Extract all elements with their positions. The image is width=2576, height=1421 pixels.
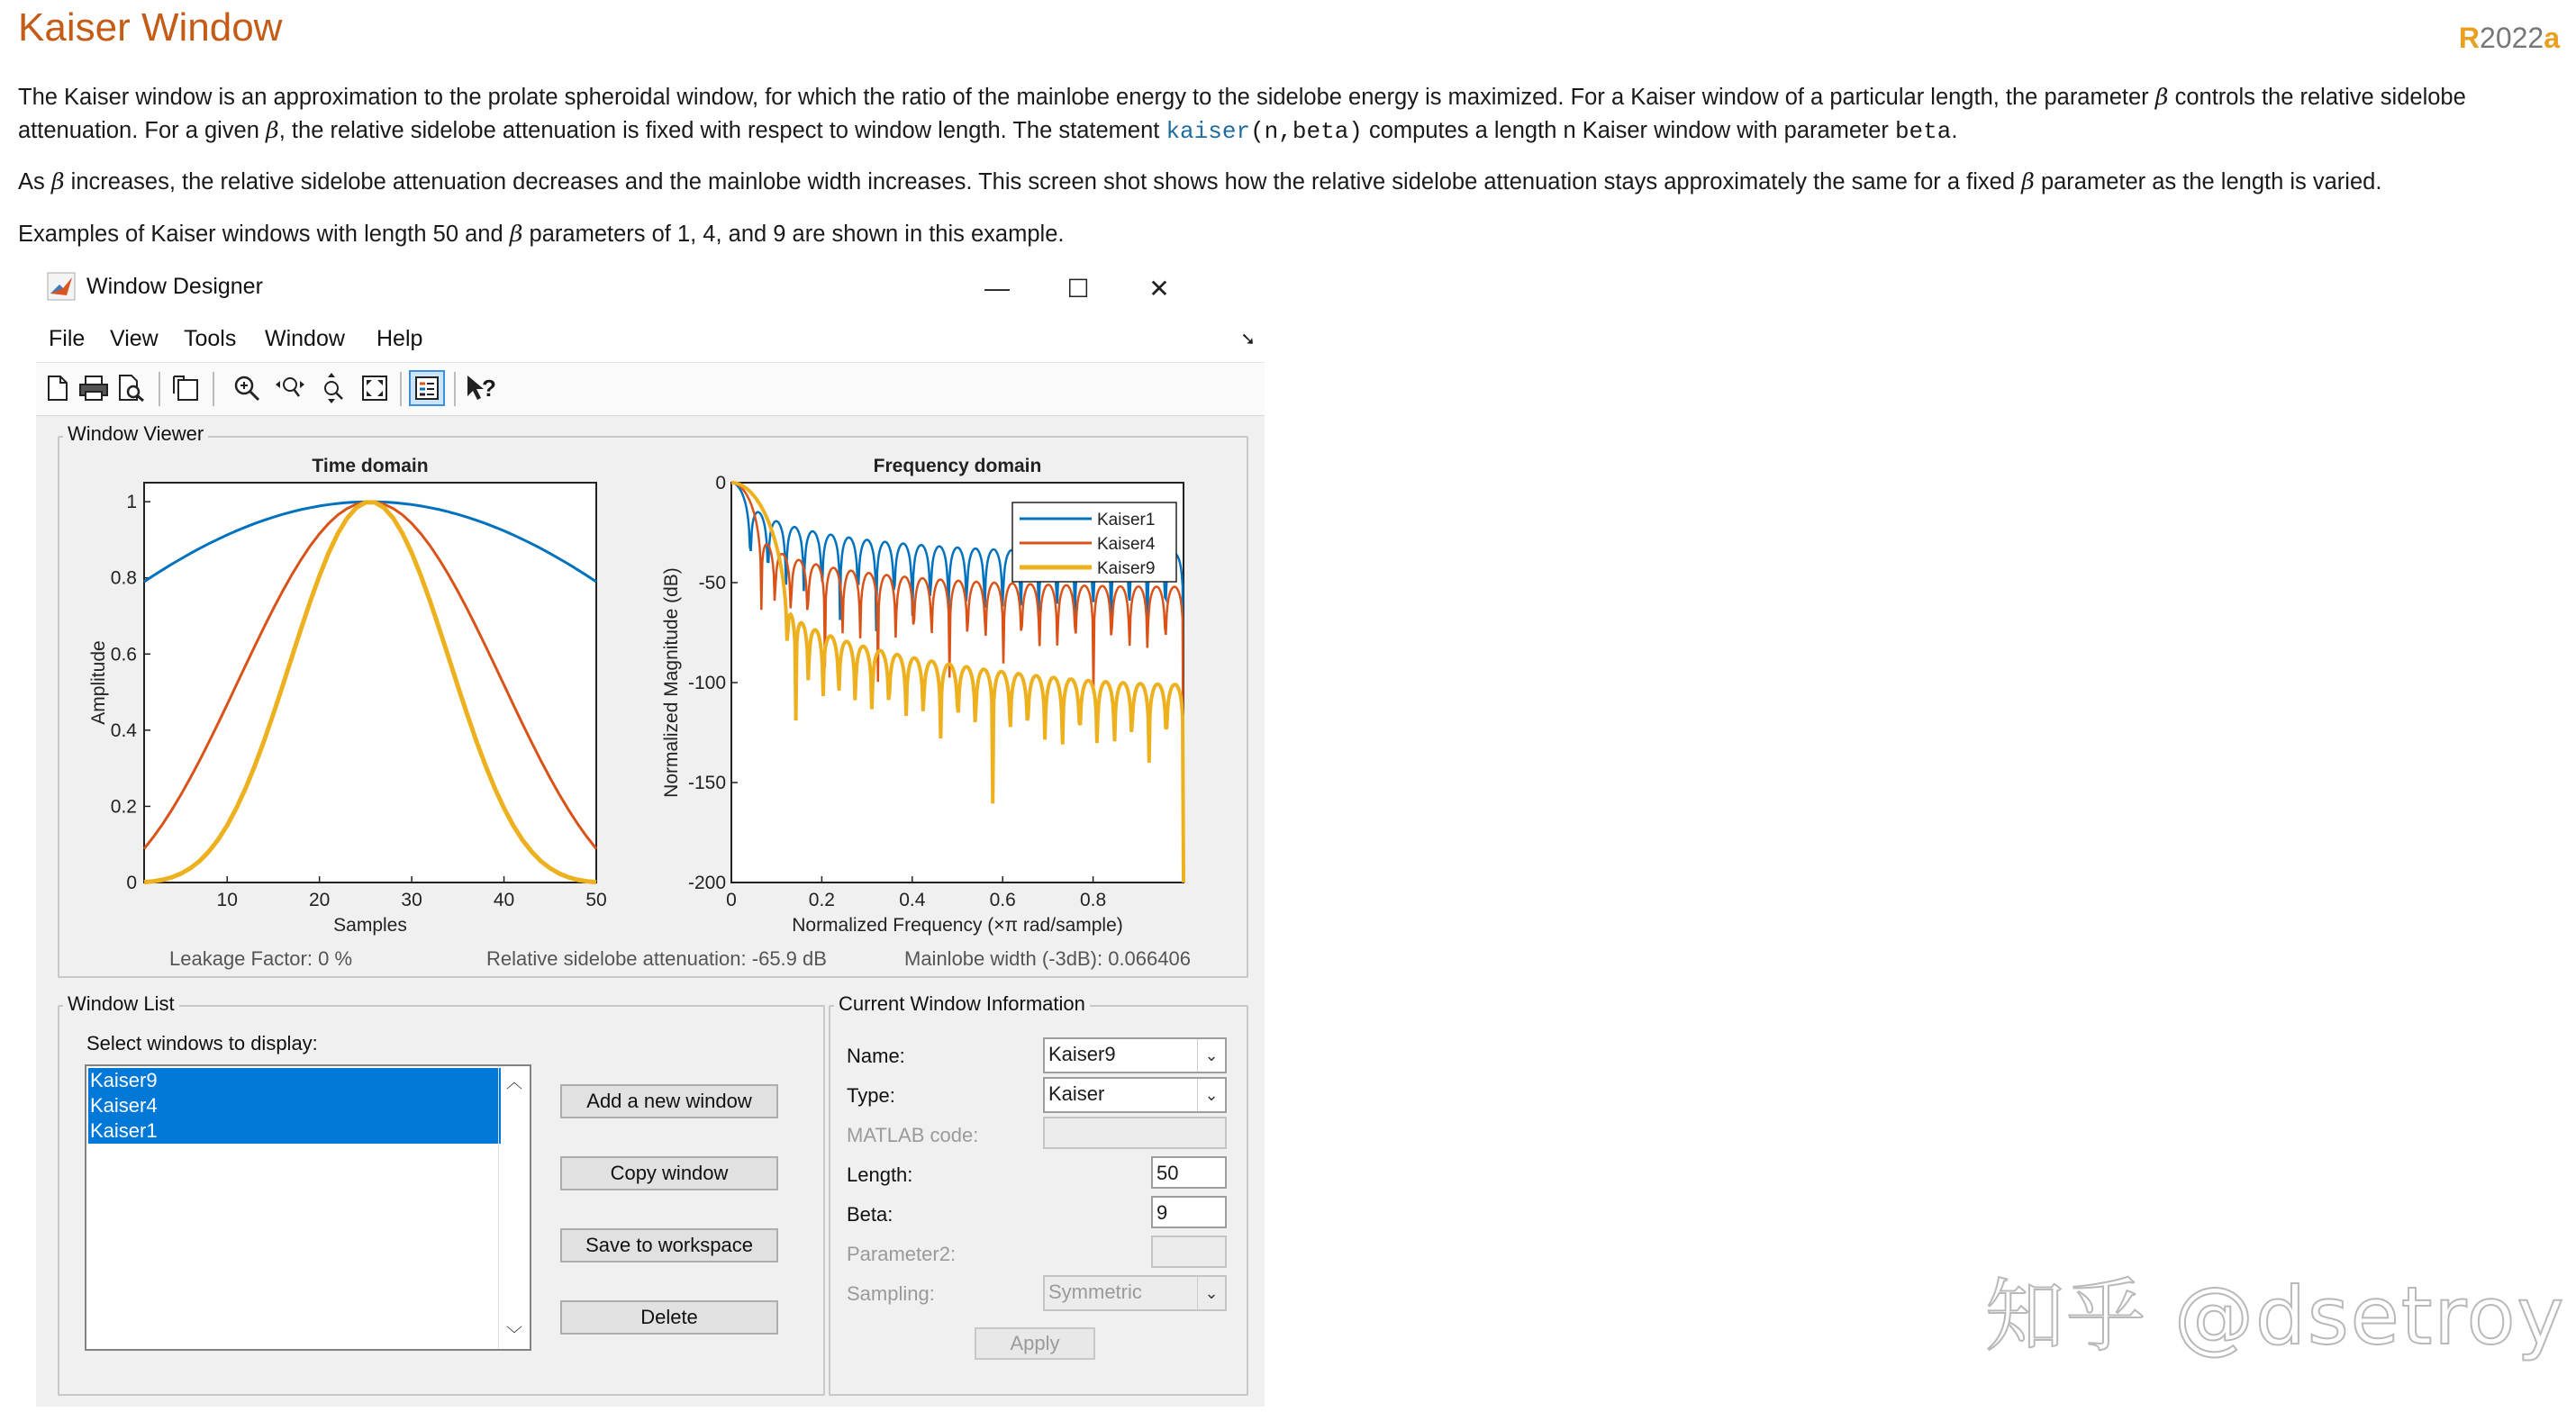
y-tick-label: -150 [687, 773, 726, 793]
menu-file[interactable]: File [49, 326, 86, 351]
current-window-info-label: Current Window Information [834, 992, 1090, 1016]
paragraph-intro: The Kaiser window is an approximation to the prolate spheroidal window, for which the ratio of the mainlobe energy to the sidelobe energy is maximized. For a Kaiser window of a particular length, the parameter β controls the relative sidelobe attenuation. For a given β, the relative sidelobe attenuation is fixed with respect to window length. The statement kaiser(n,beta) computes a length n Kaiser window with parameter beta. [18, 84, 2466, 145]
y-tick-label: 1 [126, 492, 137, 513]
sampling-dropdown: Symmetric ⌄ [1043, 1275, 1227, 1311]
y-tick-label: 0.2 [110, 796, 137, 818]
y-tick-label: -100 [687, 673, 726, 693]
parameter2-label: Parameter2: [847, 1243, 957, 1265]
sampling-label: Sampling: [847, 1282, 935, 1305]
leakage-factor-text: Leakage Factor: 0 % [169, 947, 353, 970]
legend-entry: Kaiser1 [1097, 511, 1156, 529]
window-listbox[interactable] [85, 1064, 531, 1351]
y-axis-label: Normalized Magnitude (dB) [661, 567, 682, 798]
listbox-scrollbar[interactable] [498, 1066, 530, 1349]
watermark: 知乎 @dsetroy [1985, 1270, 2566, 1362]
save-to-workspace-button[interactable]: Save to workspace [560, 1228, 778, 1263]
mainlobe-width-text: Mainlobe width (-3dB): 0.066406 [904, 947, 1191, 970]
matlab-code-field [1043, 1117, 1227, 1149]
length-input[interactable]: 50 [1151, 1156, 1227, 1189]
close-button[interactable]: ✕ [1148, 274, 1170, 303]
minimize-button[interactable]: — [984, 274, 1010, 302]
sidelobe-attenuation-text: Relative sidelobe attenuation: -65.9 dB [486, 947, 827, 970]
menu-view[interactable]: View [110, 326, 159, 351]
time-plot-title: Time domain [312, 456, 429, 476]
delete-button[interactable]: Delete [560, 1300, 778, 1335]
window-list-label: Window List [63, 992, 179, 1016]
paragraph-beta-effect: As β increases, the relative sidelobe attenuation decreases and the mainlobe width increases. This screen shot shows how the relative sidelobe attenuation stays approximately the same for a fixed β parameter as the length is varied. [18, 168, 2382, 195]
scroll-up-icon[interactable]: ︿ [506, 1073, 522, 1091]
y-tick-label: 0.8 [110, 567, 137, 589]
x-tick-label: 40 [493, 890, 515, 910]
frequency-domain-plot[interactable] [661, 456, 1184, 936]
legend-entry: Kaiser9 [1097, 559, 1156, 578]
y-tick-label: 0.4 [110, 720, 137, 741]
type-dropdown[interactable]: Kaiser ⌄ [1043, 1077, 1227, 1113]
charts-canvas [36, 259, 1265, 980]
name-label: Name: [847, 1045, 905, 1067]
x-tick-label: 20 [308, 890, 331, 910]
x-tick-label: 10 [216, 890, 238, 910]
maximize-button[interactable]: ☐ [1066, 274, 1090, 303]
x-tick-label: 30 [401, 890, 422, 910]
x-axis-label: Samples [333, 915, 407, 936]
apply-button: Apply [975, 1327, 1095, 1360]
menu-help[interactable]: Help [376, 326, 423, 351]
matlab-code-label: MATLAB code: [847, 1124, 979, 1146]
y-tick-label: -200 [687, 873, 726, 893]
y-tick-label: -50 [698, 573, 726, 593]
menu-tools[interactable]: Tools [184, 326, 237, 351]
x-tick-label: 0 [726, 890, 737, 910]
paragraph-examples: Examples of Kaiser windows with length 50 and β parameters of 1, 4, and 9 are shown in this example. [18, 221, 1065, 248]
y-tick-label: 0 [715, 473, 726, 493]
window-designer-window [36, 259, 1265, 1407]
chevron-down-icon[interactable]: ⌄ [1197, 1079, 1225, 1111]
list-item-kaiser4[interactable]: Kaiser4 [88, 1093, 501, 1118]
chevron-down-icon[interactable]: ⌄ [1197, 1039, 1225, 1072]
undock-icon[interactable]: ➘ [1240, 330, 1256, 349]
y-axis-label: Amplitude [88, 640, 109, 725]
name-dropdown[interactable]: Kaiser9 ⌄ [1043, 1037, 1227, 1073]
x-tick-label: 50 [585, 890, 607, 910]
scroll-down-icon[interactable]: ﹀ [506, 1326, 522, 1344]
copy-window-button[interactable]: Copy window [560, 1156, 778, 1190]
y-tick-label: 0 [126, 873, 137, 893]
select-windows-prompt: Select windows to display: [86, 1032, 318, 1054]
x-tick-label: 0.6 [989, 890, 1016, 910]
x-tick-label: 0.8 [1079, 890, 1107, 910]
beta-label: Beta: [847, 1203, 893, 1226]
chevron-down-icon: ⌄ [1197, 1277, 1225, 1309]
list-item-kaiser1[interactable]: Kaiser1 [88, 1118, 501, 1144]
window-title: Window Designer [86, 274, 263, 299]
parameter2-input [1151, 1235, 1227, 1268]
x-tick-label: 0.2 [808, 890, 836, 910]
svg-text:?: ? [482, 375, 496, 402]
type-label: Type: [847, 1084, 895, 1107]
menu-window[interactable]: Window [265, 326, 345, 351]
time-domain-plot[interactable] [88, 456, 607, 936]
y-tick-label: 0.6 [110, 644, 137, 665]
page-title: Kaiser Window [18, 5, 283, 50]
legend-entry: Kaiser4 [1097, 535, 1156, 554]
release-badge: R2022a [2458, 22, 2560, 54]
freq-plot-title: Frequency domain [873, 456, 1042, 476]
x-axis-label: Normalized Frequency (×π rad/sample) [792, 915, 1123, 936]
add-window-button[interactable]: Add a new window [560, 1084, 778, 1118]
window-viewer-label: Window Viewer [63, 422, 208, 446]
length-label: Length: [847, 1163, 913, 1186]
x-tick-label: 0.4 [899, 890, 926, 910]
list-item-kaiser9[interactable]: Kaiser9 [88, 1068, 501, 1093]
beta-input[interactable]: 9 [1151, 1196, 1227, 1228]
